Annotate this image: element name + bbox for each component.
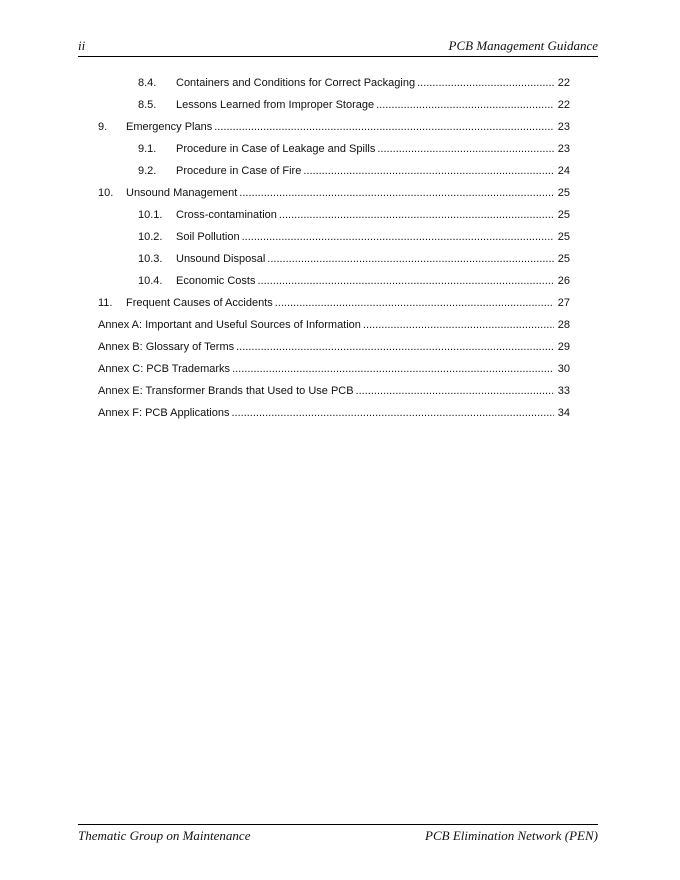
toc-dot-leader bbox=[275, 296, 554, 310]
toc-entry-page: 25 bbox=[557, 209, 570, 221]
toc-entry-page: 30 bbox=[557, 363, 570, 375]
toc-entry-page: 25 bbox=[557, 231, 570, 243]
page-footer bbox=[78, 824, 598, 845]
toc-entry[interactable] bbox=[98, 252, 570, 274]
toc-entry-title: Soil Pollution bbox=[176, 231, 240, 243]
toc-entry-title: Frequent Causes of Accidents bbox=[126, 297, 273, 309]
toc-entry[interactable] bbox=[98, 186, 570, 208]
toc-entry-title: Lessons Learned from Improper Storage bbox=[176, 99, 375, 111]
toc-entry[interactable] bbox=[98, 296, 570, 318]
toc-entry-page: 25 bbox=[557, 187, 570, 199]
toc-entry-title: Emergency Plans bbox=[126, 121, 213, 133]
toc-dot-leader bbox=[257, 274, 554, 288]
toc-entry-title: Economic Costs bbox=[176, 275, 256, 287]
toc-entry-number: 11. bbox=[98, 297, 113, 309]
toc-entry[interactable] bbox=[98, 120, 570, 142]
toc-dot-leader bbox=[239, 186, 554, 200]
toc-entry-number: 9.1. bbox=[138, 143, 157, 155]
toc-entry-title: Procedure in Case of Leakage and Spills bbox=[176, 143, 376, 155]
toc-dot-leader bbox=[376, 98, 554, 112]
toc-entry[interactable] bbox=[98, 318, 570, 340]
toc-entry[interactable] bbox=[98, 142, 570, 164]
toc-entry[interactable] bbox=[98, 230, 570, 252]
toc-entry-title: Procedure in Case of Fire bbox=[176, 165, 302, 177]
toc-entry-number: 10.2. bbox=[138, 231, 163, 243]
toc-entry-number: 10. bbox=[98, 187, 114, 199]
toc-dot-leader bbox=[231, 406, 554, 420]
toc-dot-leader bbox=[232, 362, 554, 376]
toc-dot-leader bbox=[279, 208, 554, 222]
page-header bbox=[78, 38, 598, 57]
toc-entry-number: 10.3. bbox=[138, 253, 163, 265]
toc-entry-title: Annex A: Important and Useful Sources of Information bbox=[98, 319, 361, 331]
toc-dot-leader bbox=[303, 164, 554, 178]
toc-entry[interactable] bbox=[98, 208, 570, 230]
toc-entry-page: 34 bbox=[557, 407, 570, 419]
toc-entry-page: 27 bbox=[557, 297, 570, 309]
toc-entry-title: Cross-contamination bbox=[176, 209, 277, 221]
toc-entry-number: 9. bbox=[98, 121, 108, 133]
toc-entry-number: 9.2. bbox=[138, 165, 157, 177]
toc-entry-title: Annex B: Glossary of Terms bbox=[98, 341, 235, 353]
toc-entry-page: 25 bbox=[557, 253, 570, 265]
toc-entry-title: Annex E: Transformer Brands that Used to Use PCB bbox=[98, 385, 354, 397]
toc-dot-leader bbox=[377, 142, 554, 156]
toc-dot-leader bbox=[242, 230, 554, 244]
toc-dot-leader bbox=[417, 76, 554, 90]
table-of-contents bbox=[98, 76, 570, 428]
toc-entry-title: Unsound Management bbox=[126, 187, 238, 199]
toc-entry[interactable] bbox=[98, 274, 570, 296]
toc-dot-leader bbox=[356, 384, 554, 398]
toc-entry[interactable] bbox=[98, 384, 570, 406]
toc-entry[interactable] bbox=[98, 340, 570, 362]
toc-dot-leader bbox=[236, 340, 554, 354]
toc-entry-title: Unsound Disposal bbox=[176, 253, 266, 265]
toc-entry-page: 22 bbox=[557, 77, 570, 89]
footer-group-name: Thematic Group on Maintenance bbox=[78, 828, 251, 843]
toc-entry-page: 23 bbox=[557, 121, 570, 133]
toc-entry-page: 33 bbox=[557, 385, 570, 397]
toc-dot-leader bbox=[267, 252, 554, 266]
toc-entry[interactable] bbox=[98, 362, 570, 384]
toc-entry-page: 26 bbox=[557, 275, 570, 287]
toc-entry-number: 8.4. bbox=[138, 77, 157, 89]
toc-entry[interactable] bbox=[98, 98, 570, 120]
toc-entry-page: 28 bbox=[557, 319, 570, 331]
toc-entry-number: 10.4. bbox=[138, 275, 163, 287]
toc-dot-leader bbox=[214, 120, 554, 134]
toc-entry-title: Annex C: PCB Trademarks bbox=[98, 363, 231, 375]
toc-entry-title: Annex F: PCB Applications bbox=[98, 407, 230, 419]
toc-dot-leader bbox=[363, 318, 554, 332]
toc-entry[interactable] bbox=[98, 164, 570, 186]
footer-network-name: PCB Elimination Network (PEN) bbox=[425, 828, 598, 843]
toc-entry-title: Containers and Conditions for Correct Packaging bbox=[176, 77, 416, 89]
toc-entry-number: 10.1. bbox=[138, 209, 163, 221]
toc-entry-number: 8.5. bbox=[138, 99, 157, 111]
toc-entry-page: 24 bbox=[557, 165, 570, 177]
toc-entry-page: 22 bbox=[557, 99, 570, 111]
toc-entry[interactable] bbox=[98, 76, 570, 98]
toc-entry-page: 23 bbox=[557, 143, 570, 155]
page-number: ii bbox=[78, 38, 86, 53]
toc-entry[interactable] bbox=[98, 406, 570, 428]
document-title: PCB Management Guidance bbox=[448, 38, 598, 53]
toc-entry-page: 29 bbox=[557, 341, 570, 353]
